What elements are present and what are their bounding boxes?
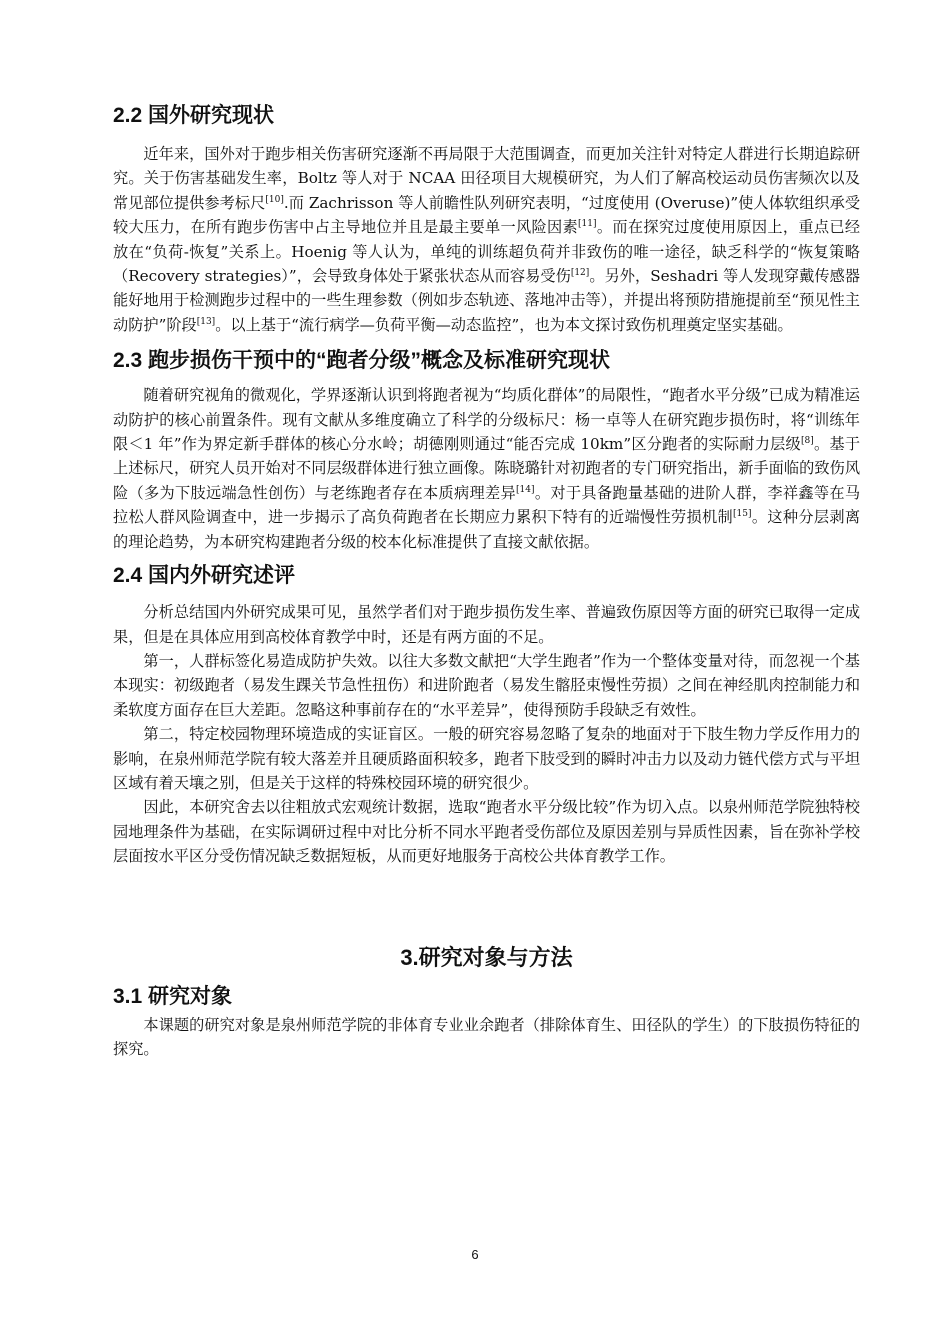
- citation: [8]: [800, 436, 814, 447]
- paragraph-2-4-2: 第一，人群标签化易造成防护失效。以往大多数文献把“大学生跑者”作为一个整体变量对待，而忽视一个基本现实：初级跑者（易发生踝关节急性扭伤）和进阶跑者（易发生髂胫束慢性劳损）之间在神经肌肉控制能力和柔软度方面存在巨大差距。忽略这种事前存在的“水平差异”，使得预防手段缺乏有效性。: [113, 651, 860, 719]
- paragraph-2-4-1: 分析总结国内外研究成果可见，虽然学者们对于跑步损伤发生率、普遍致伤原因等方面的研究已取得一定成果，但是在具体应用到高校体育教学中时，还是有两方面的不足。: [113, 603, 860, 646]
- section-heading-2-3: 2.3 跑步损伤干预中的“跑者分级”概念及标准研究现状: [113, 349, 611, 373]
- section-heading-2-2: 2.2 国外研究现状: [113, 104, 275, 127]
- paragraph-3-1-1: 本课题的研究对象是泉州师范学院的非体育专业业余跑者（排除体育生、田径队的学生）的下肢损伤特征的探究。: [113, 1015, 860, 1058]
- paragraph-2-3-1: [113, 383, 860, 554]
- citation: [11]: [578, 219, 597, 230]
- paragraph-2-2-1: [113, 142, 860, 337]
- citation: [13]: [196, 316, 216, 327]
- citation: [12]: [570, 268, 590, 279]
- text-run: .而 Zachrisson 等人前瞻性队列研究表明，“过度使用 (Overuse)”使人体软组织承受较大压力，在所有跑步伤害中占主导地位并且是最主要单一风险因素: [113, 193, 861, 237]
- text-run: 。基于上述标尺，研究人员开始对不同层级群体进行独立画像。陈晓璐针对初跑者的专门研究指出，新手面临的致伤风险（多为下肢远端急性创伤）与老练跑者存在本质病理差异: [113, 435, 861, 502]
- citation: [15]: [733, 509, 752, 520]
- text-run: 近年来，国外对于跑步相关伤害研究逐渐不再局限于大范围调查，而更加关注针对特定人群进行长期追踪研究。关于伤害基础发生率，Boltz 等人对于 NCAA 田径项目大规模研究，为人们了解高校运动员伤害频次以及常见部位提供参考标尺: [113, 145, 860, 212]
- text-run: 。这种分层剥离的理论趋势，为本研究构建跑者分级的校本化标准提供了直接文献依据。: [113, 508, 861, 551]
- text-run: 。以上基于“流行病学—负荷平衡—动态监控”，也为本文探讨致伤机理奠定坚实基础。: [215, 315, 793, 334]
- citation: [14]: [516, 484, 535, 495]
- page-number: 6: [471, 1247, 479, 1262]
- paragraph-2-4-4: 因此，本研究舍去以往粗放式宏观统计数据，选取“跑者水平分级比较”作为切入点。以泉州师范学院独特校园地理条件为基础，在实际调研过程中对比分析不同水平跑者受伤部位及原因差别与异质性因素，旨在弥补学校层面按水平区分受伤情况缺乏数据短板，从而更好地服务于高校公共体育教学工作。: [113, 798, 860, 866]
- citation: [10]: [265, 194, 284, 205]
- page-body: [113, 100, 860, 1061]
- section-heading-2-4: 2.4 国内外研究述评: [113, 564, 296, 588]
- text-run: 。而在探究过度使用原因上，重点已经放在“负荷-恢复”关系上。Hoenig 等人认为，单纯的训练超负荷并非致伤的唯一途径，缺乏科学的“恢复策略（Recovery strategies）”，会导致身体处于紧张状态从而容易受伤: [113, 218, 861, 286]
- chapter-heading-3: 3.研究对象与方法: [400, 944, 573, 970]
- text-run: 。对于具备跑量基础的进阶人群，李祥鑫等在马拉松人群风险调查中，进一步揭示了高负荷跑者在长期应力累积下特有的近端慢性劳损机制: [113, 483, 861, 527]
- text-run: 。另外，Seshadri 等人发现穿戴传感器能好地用于检测跑步过程中的一些生理参数（例如步态轨迹、落地冲击等），并提出将预防措施提前至“预见性主动防护”阶段: [113, 267, 860, 334]
- section-heading-3-1: 3.1 研究对象: [113, 984, 233, 1008]
- text-run: 随着研究视角的微观化，学界逐渐认识到将跑者视为“均质化群体”的局限性，“跑者水平分级”已成为精准运动防护的核心前置条件。现有文献从多维度确立了科学的分级标尺：杨一卓等人在研究跑步损伤时，将“训练年限＜1 年”作为界定新手群体的核心分水岭；胡德刚则通过“能否完成 10km”区分跑者的实际耐力层级: [113, 386, 860, 454]
- paragraph-2-4-3: 第二，特定校园物理环境造成的实证盲区。一般的研究容易忽略了复杂的地面对于下肢生物力学反作用力的影响，在泉州师范学院有较大落差并且硬质路面积较多，跑者下肢受到的瞬时冲击力以及动力链代偿方式与平坦区域有着天壤之别，但是关于这样的特殊校园环境的研究很少。: [113, 725, 860, 792]
